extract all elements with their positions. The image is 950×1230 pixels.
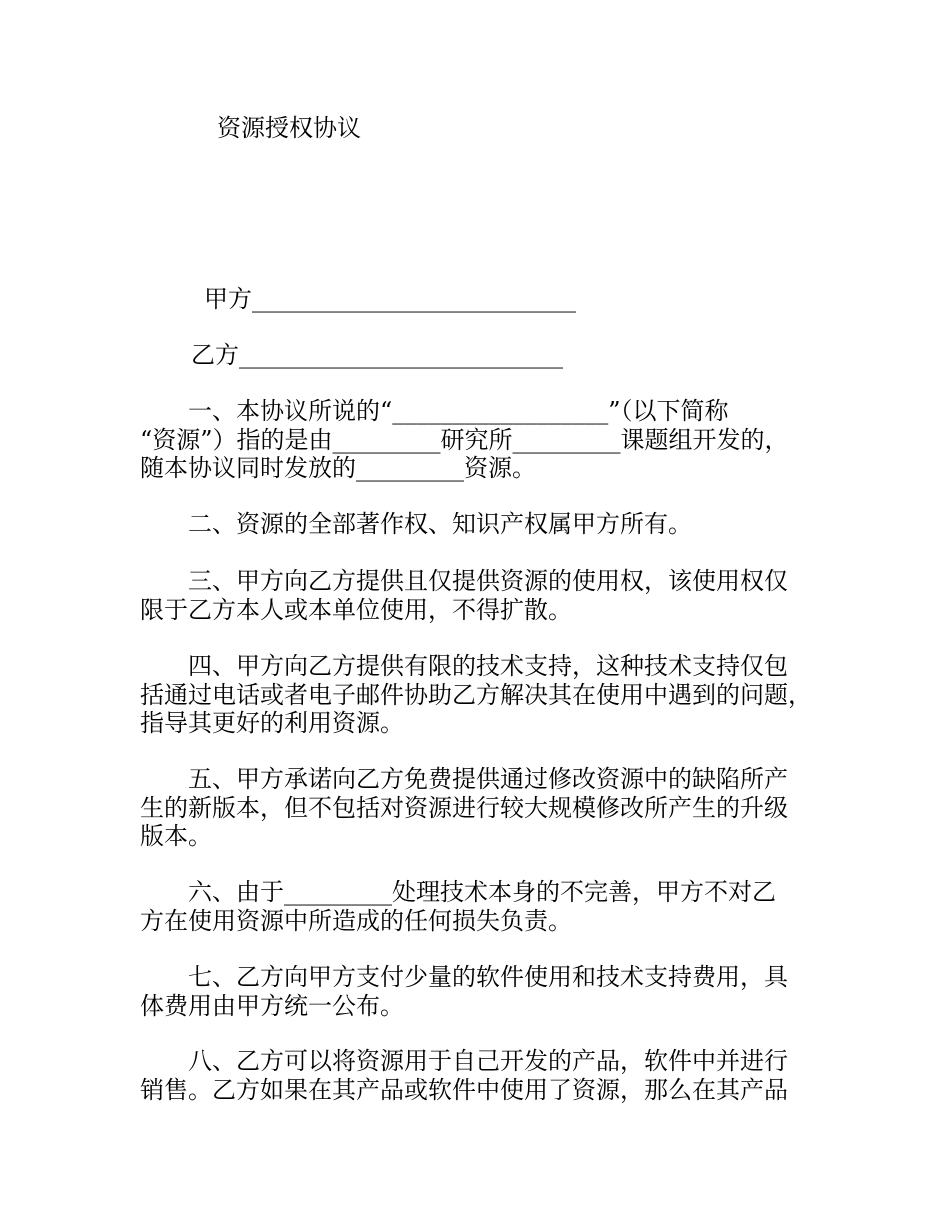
clause-line: 七、乙方向甲方支付少量的软件使用和技术支持费用，具: [140, 963, 788, 991]
clause-line: 六、由于_________处理技术本身的不完善，甲方不对乙: [140, 878, 776, 906]
clause-6: [140, 878, 840, 935]
clause-line: 五、甲方承诺向乙方免费提供通过修改资源中的缺陷所产: [140, 765, 788, 793]
clause-3: [140, 567, 840, 624]
clause-line: 三、甲方向乙方提供且仅提供资源的使用权，该使用权仅: [140, 567, 788, 595]
party-a-line: 甲方___________________________: [204, 285, 576, 313]
clause-line: 指导其更好的利用资源。: [140, 709, 404, 737]
clause-8: [140, 1047, 840, 1104]
clause-line: 销售。乙方如果在其产品或软件中使用了资源，那么在其产品: [140, 1075, 788, 1104]
clause-line: 一、本协议所说的“__________________”（以下简称: [140, 397, 729, 425]
clause-line: 限于乙方本人或本单位使用，不得扩散。: [140, 595, 572, 624]
clause-line: 方在使用资源中所造成的任何损失负责。: [140, 906, 572, 935]
clause-4: [140, 652, 840, 738]
clause-line: 体费用由甲方统一公布。: [140, 991, 404, 1020]
party-b-line: 乙方___________________________: [191, 341, 563, 369]
clause-1: [140, 397, 840, 483]
clause-2: [140, 510, 840, 539]
document-title: 资源授权协议: [217, 114, 361, 142]
clause-line: “资源”）指的是由_________研究所_________课题组开发的，: [140, 425, 789, 454]
clause-line: 版本。: [140, 822, 212, 850]
clause-line: 四、甲方向乙方提供有限的技术支持，这种技术支持仅包: [140, 652, 788, 680]
clause-7: [140, 963, 840, 1020]
clause-line: 括通过电话或者电子邮件协助乙方解决其在使用中遇到的问题，: [140, 680, 812, 709]
clause-line: 二、资源的全部著作权、知识产权属甲方所有。: [140, 510, 692, 538]
clause-line: 八、乙方可以将资源用于自己开发的产品，软件中并进行: [140, 1047, 788, 1075]
clause-line: 生的新版本，但不包括对资源进行较大规模修改所产生的升级: [140, 793, 788, 822]
clause-line: 随本协议同时发放的_________资源。: [140, 454, 536, 482]
clause-5: [140, 765, 840, 851]
